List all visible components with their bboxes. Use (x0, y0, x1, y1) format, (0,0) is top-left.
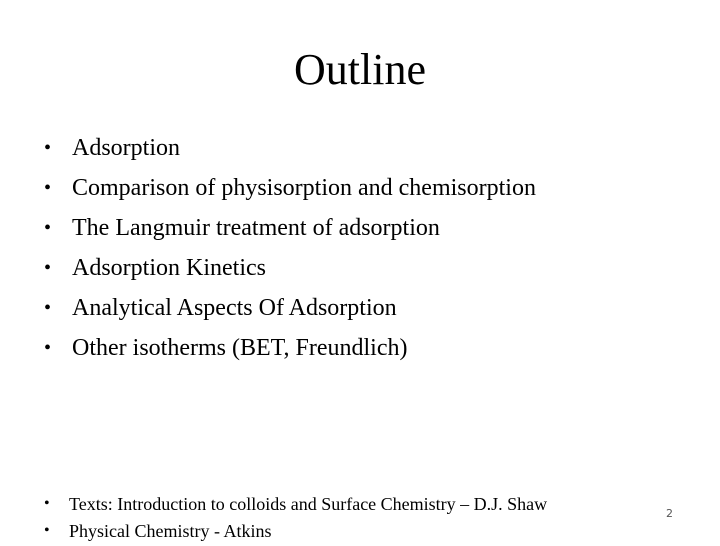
bullet-icon: • (44, 337, 52, 359)
bullet-icon: • (44, 137, 52, 159)
bullet-icon: • (44, 297, 52, 319)
bullet-item (44, 132, 684, 172)
bullet-icon: • (44, 177, 52, 199)
page-number: 2 (666, 507, 673, 520)
outline-bullet-list (44, 132, 684, 372)
bullet-icon: • (44, 495, 50, 512)
bullet-item (44, 212, 684, 252)
bullet-text: Adsorption Kinetics (72, 255, 266, 281)
bullet-text: The Langmuir treatment of adsorption (72, 215, 440, 241)
bullet-text: Other isotherms (BET, Freundlich) (72, 335, 408, 361)
bullet-item (44, 292, 684, 332)
bullet-text: Adsorption (72, 135, 180, 161)
reference-text: Physical Chemistry - Atkins (69, 521, 272, 541)
bullet-icon: • (44, 257, 52, 279)
references-list (44, 492, 644, 546)
bullet-icon: • (44, 522, 50, 539)
bullet-item (44, 172, 684, 212)
bullet-item (44, 332, 684, 372)
bullet-item (44, 252, 684, 292)
reference-text: Texts: Introduction to colloids and Surface Chemistry – D.J. Shaw (69, 494, 548, 514)
bullet-icon: • (44, 217, 52, 239)
reference-item (44, 519, 644, 546)
bullet-text: Analytical Aspects Of Adsorption (72, 295, 397, 321)
slide-title: Outline (294, 45, 426, 94)
reference-item (44, 492, 644, 519)
bullet-text: Comparison of physisorption and chemisorption (72, 175, 536, 201)
